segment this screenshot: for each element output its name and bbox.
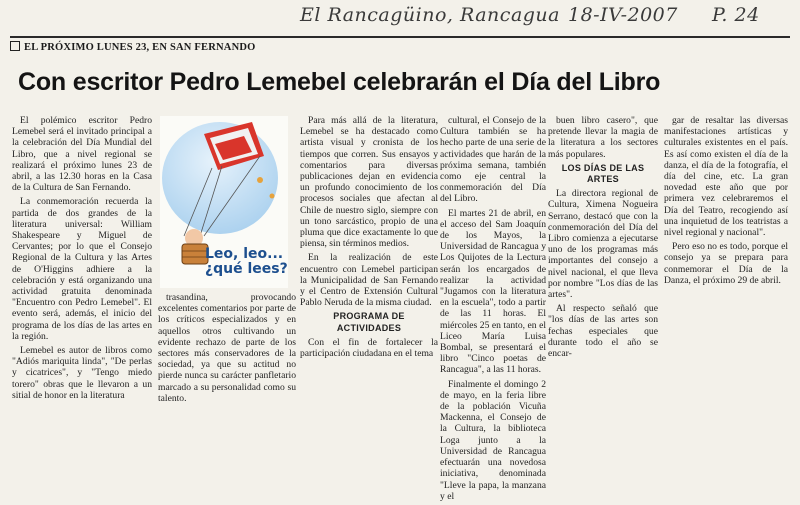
paragraph: El polémico escritor Pedro Lemebel será el invitado principal a la celebración del Día Mundial del Libro, que a nivel regional se realizará el próximo lunes 23 de abril, a las 12.30 horas en la Casa de la Cultura de San Fernando. xyxy=(12,115,152,194)
paragraph: buen libro casero", que pretende llevar la magia de la literatura a los sectores más populares. xyxy=(548,115,658,160)
caption-line-2: ¿qué lees? xyxy=(205,261,288,277)
article-column-5 xyxy=(548,115,658,362)
paragraph: Al respecto señaló que "los días de las artes son fechas especiales que durante todo el año se encar- xyxy=(548,303,658,360)
illustration-caption xyxy=(205,247,288,277)
headline: Con escritor Pedro Lemebel celebrarán el Día del Libro xyxy=(18,68,661,96)
paragraph: Lemebel es autor de libros como "Adiós mariquita linda", "De perlas y cicatrices", y "Tengo miedo torero" obras que le llevaron a un sitial de honor en la literatura xyxy=(12,345,152,401)
subheading-program: PROGRAMA DE ACTIVIDADES xyxy=(333,311,405,333)
article-column-2 xyxy=(158,292,296,407)
caption-line-1: Leo, leo... xyxy=(205,246,284,262)
article-column-3 xyxy=(300,115,438,362)
paragraph: Finalmente el domingo 2 de mayo, en la feria libre de la población Vicuña Mackenna, el Consejo de la Cultura, la biblioteca Loga junto a la Universidad de Rancagua efectuarán una novedosa iniciativa, denominada "Lleve la papa, la manzana y el xyxy=(440,378,546,502)
square-bullet-icon xyxy=(10,41,20,51)
paragraph: El martes 21 de abril, en el acceso del Sam Joaquín de los Mayos, la Universidad de Rancagua y Los Quijotes de la Lectura serán los encargados de realizar la actividad "Jugamos con la literatura en la escuela", todo a partir de las 11 horas. El miércoles 25 en tanto, en el Liceo María Luisa Bombal, se presentará el libro "Cinco poetas de Rancagua", a las 11 horas. xyxy=(440,207,546,376)
handwritten-source: El Rancagüino, Rancagua xyxy=(300,4,560,26)
paragraph: Para más allá de la literatura, Lemebel se ha destacado como artista visual y cronista de los tiempos que corren. Sus ensayos y comentarios para diversas publicaciones dejan en evidencia un profundo conocimiento de los procesos sociales que afectan al Chile de nuestro siglo, siempre con un tono sarcástico, propio de una pluma que dice exactamente lo que piensa, sin términos medios. xyxy=(300,115,438,250)
handwritten-page-number: P. 24 xyxy=(712,4,760,26)
kicker-text: EL PRÓXIMO LUNES 23, EN SAN FERNANDO xyxy=(24,42,256,53)
paragraph: trasandina, provocando excelentes comentarios por parte de los críticos especializados y en aquellos otros cultivando un evidente rechazo de parte de los sectores más conservadores de la sociedad, ya que su actitud no pierde nunca su carácter panfletario marcado a su personalidad como su talento. xyxy=(158,292,296,404)
paragraph: gar de resaltar las diversas manifestaciones artísticas y culturales existentes en el país. Es así como existen el día de la danza, el día de la fotografía, el día del cine, etc. La gran novedad este año que por primera vez celebraremos el Día del Teatro, recogiendo así una inquietud de los teatristas a nivel regional y nacional". xyxy=(664,115,788,239)
handwritten-date: 18-IV-2007 xyxy=(568,4,678,26)
paragraph: La conmemoración recuerda la partida de dos grandes de la literatura universal: William Shakespeare y Miguel de Cervantes; por lo que el Consejo Regional de la Cultura y las Artes de O'Higgins adhiere a la celebración y está organizando una actividad gratuita denominada "Encuentro con Pedro Lemebel". El evento será, además, el inicio del programa de los días de las artes en la región. xyxy=(12,196,152,342)
kicker-line xyxy=(10,36,790,53)
paragraph: Pero eso no es todo, porque el consejo ya se prepara para conmemorar el Día de la Danza, el próximo 29 de abril. xyxy=(664,241,788,286)
article-column-4 xyxy=(440,115,546,505)
subheading-arts-days: LOS DÍAS DE LAS ARTES xyxy=(561,162,645,185)
paragraph: En la realización de este encuentro con Lemebel participan la Municipalidad de San Fernando y el Centro de Extensión Cultural Pablo Neruda de la misma ciudad. xyxy=(300,252,438,309)
paragraph: La directora regional de Cultura, Ximena Nogueira Serrano, destacó que con la conmemoración del Día del Libro comienza a ejecutarse uno de los programas más importantes del consejo a nivel nacional, el que lleva por nombre "Los días de las artes". xyxy=(548,188,658,301)
paragraph: Con el fin de fortalecer la participación ciudadana en el tema xyxy=(300,336,438,360)
article-column-6 xyxy=(664,115,788,289)
paragraph: cultural, el Consejo de la Cultura también se ha hecho parte de una serie de actividades que harán de la próxima semana, también como eje central la conmemoración del Día del Libro. xyxy=(440,115,546,205)
article-column-1 xyxy=(12,115,152,404)
